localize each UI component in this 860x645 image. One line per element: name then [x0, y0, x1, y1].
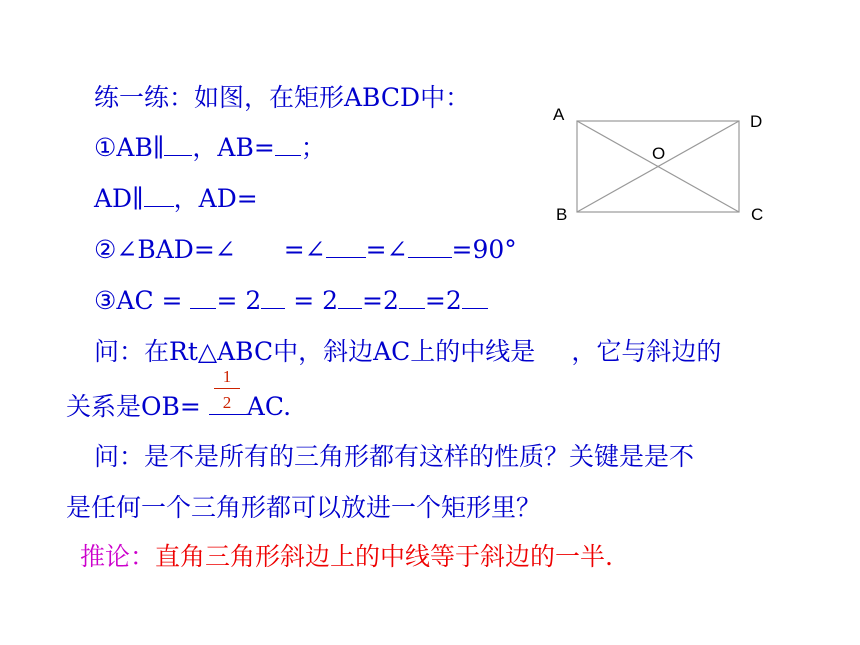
- vertex-label-c: C: [751, 205, 764, 224]
- corollary-prefix: 推论：: [80, 542, 156, 571]
- corollary-text: 直角三角形斜边上的中线等于斜边的一半.: [155, 542, 613, 571]
- fraction-numerator: 1: [222, 367, 232, 386]
- fraction-denominator: 2: [222, 393, 232, 412]
- question-2-line: ②∠BAD=∠ =∠ =∠ =90°: [94, 235, 517, 264]
- question-3-line: ③AC = = 2 = 2 =2 =2: [94, 285, 488, 317]
- question-1-line-2: AD∥ ，AD=: [94, 184, 258, 213]
- question-1-line-1: ①AB∥ ，AB= ；: [94, 133, 326, 162]
- vertex-label-b: B: [556, 205, 568, 224]
- vertex-label-d: D: [750, 112, 763, 131]
- property-question-line-1: 问：是不是所有的三角形都有这样的性质？关键是是不: [94, 442, 695, 471]
- median-question-line-1: 问：在Rt△ABC中，斜边AC上的中线是 ，它与斜边的: [94, 337, 722, 366]
- property-question-line-2: 是任何一个三角形都可以放进一个矩形里？: [66, 493, 542, 522]
- exercise-heading: 练一练：如图，在矩形ABCD中：: [94, 83, 471, 112]
- center-label-o: O: [652, 144, 666, 163]
- vertex-label-a: A: [553, 105, 565, 124]
- median-question-line-2: 关系是OB= AC.: [66, 392, 292, 421]
